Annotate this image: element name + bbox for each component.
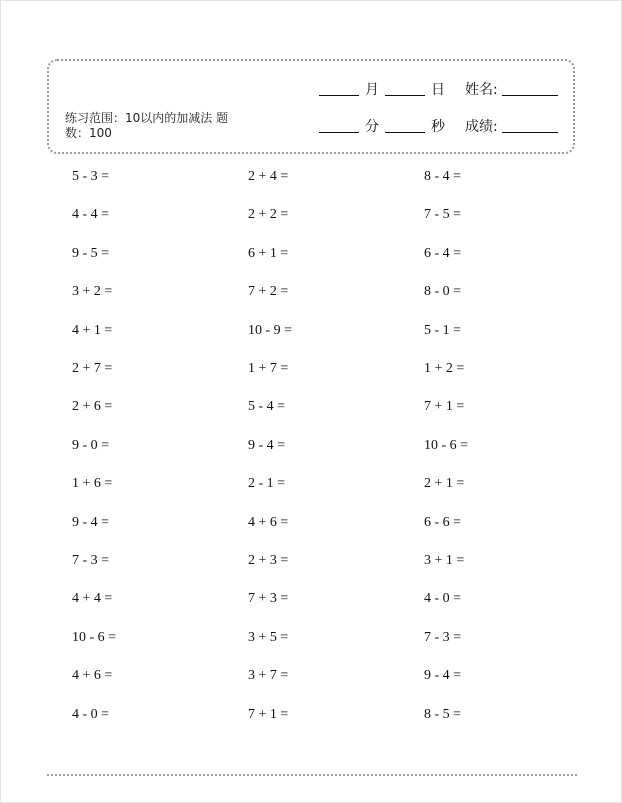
problem-item: 9 - 5 =: [72, 245, 110, 261]
problem-item: 4 + 6 =: [248, 514, 289, 530]
minute-label: 分: [365, 119, 379, 135]
problem-item: 7 - 3 =: [424, 629, 462, 645]
problem-item: 9 - 4 =: [424, 668, 462, 684]
problem-item: 6 - 6 =: [424, 514, 462, 530]
problem-item: 1 + 6 =: [72, 476, 113, 492]
problem-item: 7 + 2 =: [248, 284, 289, 300]
problem-item: 3 + 7 =: [248, 668, 289, 684]
month-label: 月: [365, 82, 379, 98]
problem-item: 2 + 1 =: [424, 476, 465, 492]
problem-item: 7 + 1 =: [248, 706, 289, 722]
problem-item: 2 + 6 =: [72, 399, 113, 415]
problem-item: 1 + 2 =: [424, 361, 465, 376]
problem-item: 10 - 6 =: [72, 629, 117, 645]
problem-item: 4 + 1 =: [72, 322, 113, 338]
problem-item: 7 - 3 =: [72, 553, 110, 568]
problem-item: 5 - 1 =: [424, 322, 462, 338]
problem-item: 9 - 4 =: [248, 437, 286, 453]
problem-item: 4 + 4 =: [72, 591, 113, 607]
problem-item: 2 + 4 =: [248, 169, 289, 184]
subject-range-text: 练习范围：10以内的加减法 题: [65, 111, 229, 125]
problem-item: 6 + 1 =: [248, 245, 289, 261]
name-label: 姓名:: [465, 82, 498, 98]
problem-item: 2 + 3 =: [248, 553, 289, 568]
second-label: 秒: [431, 119, 445, 135]
problem-item: 3 + 5 =: [248, 629, 289, 645]
footer-divider: [47, 774, 577, 776]
problem-item: 4 - 0 =: [72, 706, 110, 722]
problem-item: 7 - 5 =: [424, 207, 462, 223]
problem-item: 2 - 1 =: [248, 476, 286, 492]
subject-count-text: 数：100: [65, 126, 112, 140]
problem-item: 8 - 0 =: [424, 284, 462, 300]
problem-item: 7 + 1 =: [424, 399, 465, 415]
problem-item: 7 + 3 =: [248, 591, 289, 607]
problem-item: 5 - 3 =: [72, 169, 110, 184]
problem-item: 4 - 0 =: [424, 591, 462, 607]
day-label: 日: [431, 82, 445, 98]
problem-item: 6 - 4 =: [424, 245, 462, 261]
problem-item: 4 - 4 =: [72, 207, 110, 223]
problem-item: 5 - 4 =: [248, 399, 286, 415]
problem-item: 3 + 1 =: [424, 553, 465, 568]
problem-item: 1 + 7 =: [248, 361, 289, 376]
problem-grid: [1, 1, 622, 761]
problem-item: 10 - 6 =: [424, 437, 469, 453]
problem-item: 8 - 5 =: [424, 706, 462, 722]
problem-item: 2 + 2 =: [248, 207, 289, 223]
problem-item: 9 - 4 =: [72, 514, 110, 530]
score-label: 成绩:: [465, 119, 498, 135]
problem-item: 8 - 4 =: [424, 169, 462, 184]
problem-item: 10 - 9 =: [248, 322, 293, 338]
problem-item: 4 + 6 =: [72, 668, 113, 684]
problem-item: 9 - 0 =: [72, 437, 110, 453]
problem-item: 3 + 2 =: [72, 284, 113, 300]
problem-item: 2 + 7 =: [72, 361, 113, 376]
